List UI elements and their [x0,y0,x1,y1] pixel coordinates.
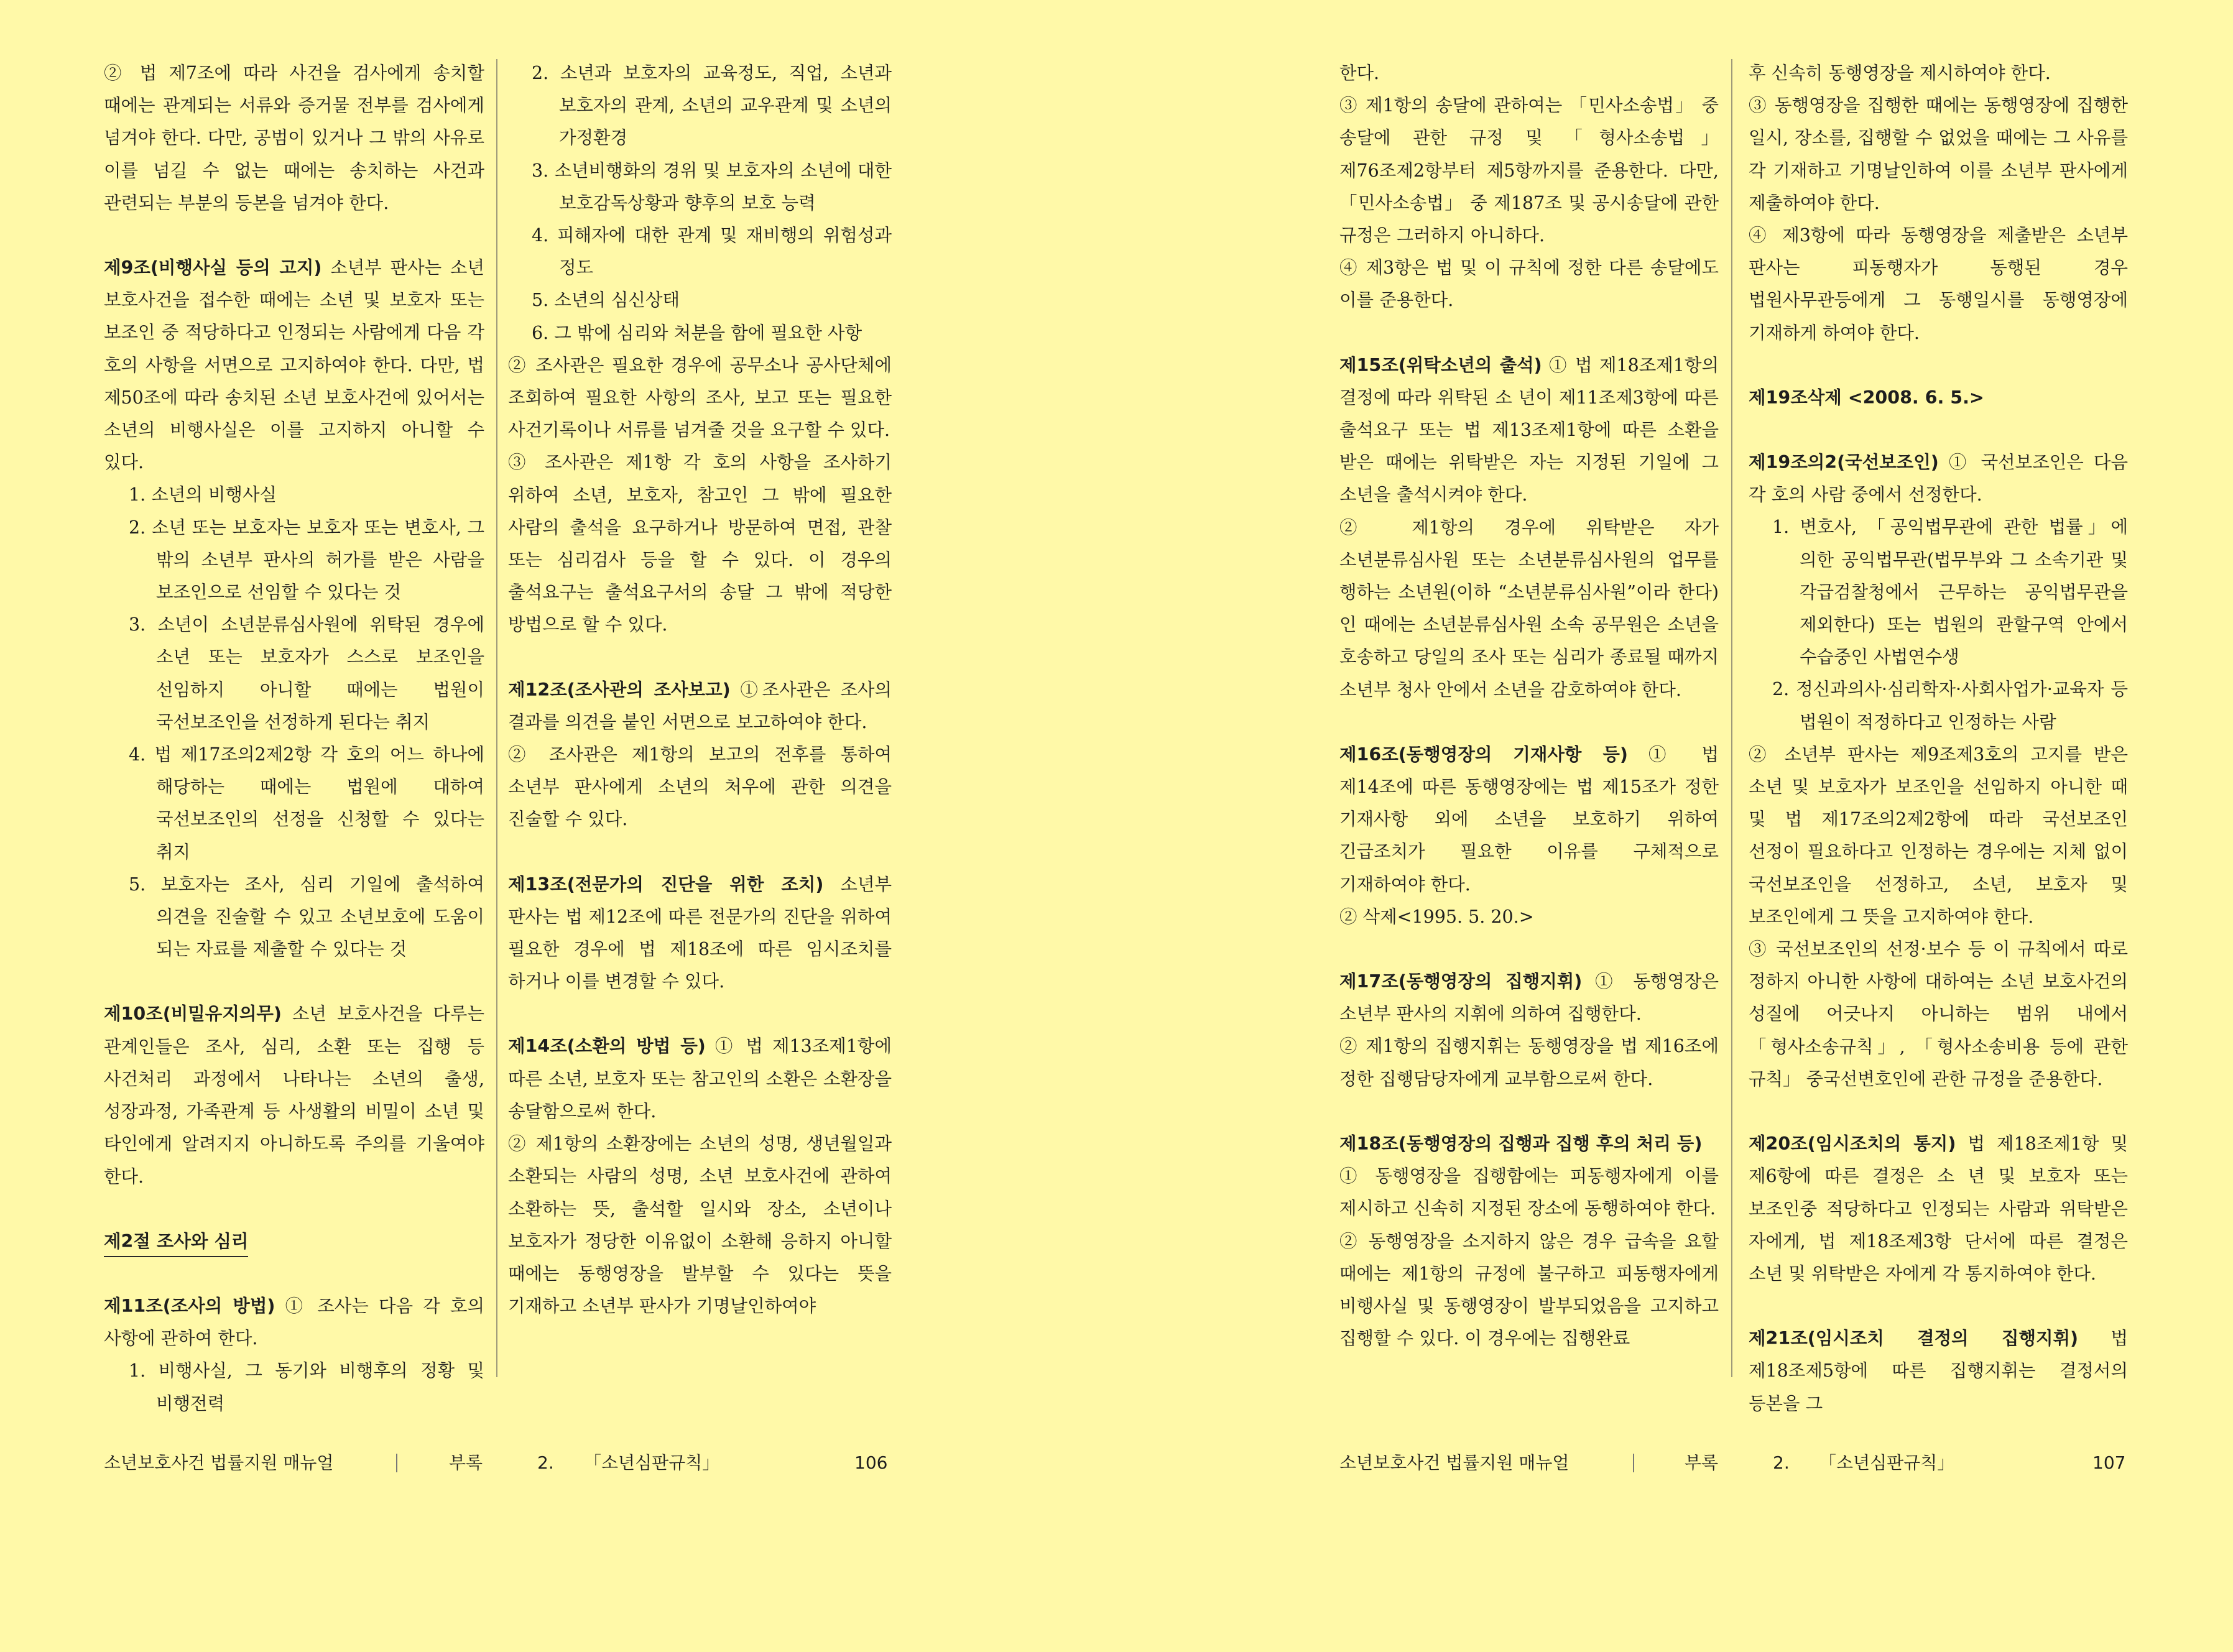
list-item: 1. 비행사실, 그 동기와 비행후의 정황 및 비행전력 [129,1360,484,1414]
paragraph-gap [1749,414,2128,446]
article-heading: 제10조(비밀유지의무) [104,1004,282,1025]
article-heading: 제11조(조사의 방법) [104,1295,275,1316]
paragraph: ④ 제3항에 따라 동행영장을 제출받은 소년부 판사는 피동행자가 동행된 경우 법원사무관등에게 그 동행일시를 동행영장에 기재하게 하여야 한다. [1749,225,2128,343]
left-column-1 [104,57,484,1414]
right-column-2 [1749,57,2128,1414]
article-heading: 제9조(비행사실 등의 고지) [104,257,322,279]
list-item: 4. 피해자에 대한 관계 및 재비행의 위험성과 정도 [532,225,892,279]
paragraph-gap [508,836,892,869]
article-paragraph [1339,349,1719,512]
article-heading: 제15조(위탁소년의 출석) [1339,354,1542,376]
article-heading: 제14조(소환의 방법 등) [508,1036,706,1057]
footer-divider [396,1454,397,1472]
paragraph: ② 제1항의 소환장에는 소년의 성명, 생년월일과 소환되는 사람의 성명, 소년 보호사건에 관하여 소환하는 뜻, 출석할 일시와 장소, 소년이나 보호자가 정당한 이유없이 소환해 응하지 아니할 때에는 동행영장을 발부할 수 있다는 뜻을 기재하고 소년부 판사가 기명날인하여야 [508,1133,892,1317]
article-text: ①조사관은 조사의 결과를 의견을 붙인 서면으로 보고하여야 한다. [508,679,892,732]
paragraph: ② 법 제7조에 따라 사건을 검사에게 송치할 때에는 관계되는 서류와 증거물 전부를 검사에게 넘겨야 한다. 다만, 공범이 있거나 그 밖의 사유로 이를 넘길 수 없는 때에는 송치하는 사건과 관련되는 부분의 등본을 넘겨야 한다. [104,63,484,213]
article-text: ① 법 제18조제1항의 결정에 따라 위탁된 소 년이 제11조제3항에 따른 출석요구 또는 법 제13조제1항에 따른 소환을 받은 때에는 위탁받은 자는 지정된 기일에 그 소년을 출석시켜야 한다. [1339,354,1719,505]
article-paragraph [104,1290,484,1355]
list-item: 2. 소년과 보호자의 교육정도, 직업, 소년과 보호자의 관계, 소년의 교우관계 및 소년의 가정환경 [532,63,892,149]
footer-section-number: 2. [1773,1452,1790,1473]
paragraph-gap [1339,1096,1719,1128]
paragraph-gap [1339,317,1719,349]
list-item: 2. 소년 또는 보호자는 보호자 또는 변호사, 그 밖의 소년부 판사의 허가를 받은 사람을 보조인으로 선임할 수 있다는 것 [129,517,484,603]
article-text: 법 제18조제1항 및 제6항에 따른 결정은 소 년 및 보호자 또는 보조인중 적당하다고 인정되는 사람과 위탁받은 자에게, 법 제18조제3항 단서에 따른 결정은 소년 및 위탁받은 자에게 각 통지하여야 한다. [1749,1133,2128,1284]
article-paragraph [1749,1322,2128,1420]
list-item: 6. 그 밖에 심리와 처분을 함에 필요한 사항 [532,322,862,343]
article-heading: 제16조(동행영장의 기재사항 등) [1339,744,1628,765]
list-item: 2. 정신과의사·심리학자·사회사업가·교육자 등 법원이 적정하다고 인정하는 사람 [1772,679,2128,732]
left-page [0,0,1116,1652]
paragraph: ③ 조사관은 제1항 각 호의 사항을 조사하기 위하여 소년, 보호자, 참고인 그 밖에 필요한 사람의 출석을 요구하거나 방문하여 면접, 관찰 또는 심리검사 등을 할 수 있다. 이 경우의 출석요구는 출석요구서의 송달 그 밖에 적당한 방법으로 할 수 있다. [508,452,892,635]
article-paragraph [508,869,892,999]
paragraph-gap [104,1258,484,1290]
article-paragraph [508,674,892,739]
paragraph: 한다. [1339,63,1380,83]
column-divider [496,59,497,1377]
paragraph: ① 동행영장을 집행함에는 피동행자에게 이를 제시하고 신속히 지정된 장소에 동행하여야 한다. [1339,1166,1719,1219]
list-item: 4. 법 제17조의2제2항 각 호의 어느 하나에 해당하는 때에는 법원에 대하여 국선보조인의 선정을 신청할 수 있다는 취지 [129,744,484,862]
footer-rule-name: 「소년심판규칙」 [584,1452,720,1473]
footer-section-number: 2. [537,1452,554,1473]
page-number: 106 [854,1452,888,1473]
article-paragraph [1749,382,2128,414]
footer-rule-name: 「소년심판규칙」 [1819,1452,1955,1473]
paragraph: ② 조사관은 필요한 경우에 공무소나 공사단체에 조회하여 필요한 사항의 조사, 보고 또는 필요한 사건기록이나 서류를 넘겨줄 것을 요구할 수 있다. [508,354,892,441]
article-heading: 제13조(전문가의 진단을 위한 조치) [508,874,824,895]
article-paragraph [104,252,484,479]
column-divider [1731,59,1732,1377]
article-heading: 제19조의2(국선보조인) [1749,452,1939,473]
paragraph: ② 제1항의 집행지휘는 동행영장을 법 제16조에 정한 집행담당자에게 교부함으로써 한다. [1339,1036,1719,1089]
right-column-1 [1339,57,1719,1380]
article-heading: 제19조삭제 <2008. 6. 5.> [1749,387,1984,408]
paragraph-gap [1749,1290,2128,1322]
article-text: 소년 보호사건을 다루는 관계인들은 조사, 심리, 소환 또는 집행 등 사건처리 과정에서 나타나는 소년의 출생, 성장과정, 가족관계 등 사생활의 비밀이 소년 및 타인에게 알려지지 아니하도록 주의를 기울여야 한다. [104,1004,484,1187]
section-heading-row [104,1225,484,1258]
paragraph: ③ 국선보조인의 선정·보수 등 이 규칙에서 따로 정하지 아니한 사항에 대하여는 소년 보호사건의 성질에 어긋나지 아니하는 범위 내에서 「형사소송규칙」, 「형사소송비용 등에 관한 규칙」 중국선변호인에 관한 규정을 준용한다. [1749,939,2128,1089]
paragraph-gap [1339,706,1719,739]
paragraph: ② 소년부 판사는 제9조제3호의 고지를 받은 소년 및 보호자가 보조인을 선임하지 아니한 때 및 법 제17조의2제2항에 따라 국선보조인 선정이 필요하다고 인정하는 경우에는 지체 없이 국선보조인을 선정하고, 소년, 보호자 및 보조인에게 그 뜻을 고지하여야 한다. [1749,744,2128,927]
article-heading: 제12조(조사관의 조사보고) [508,679,731,700]
list-item: 3. 소년이 소년분류심사원에 위탁된 경우에 소년 또는 보호자가 스스로 보조인을 선임하지 아니할 때에는 법원이 국선보조인을 선정하게 된다는 취지 [129,614,484,732]
right-page [1117,0,2233,1652]
list-item: 3. 소년비행화의 경위 및 보호자의 소년에 대한 보호감독상황과 향후의 보호 능력 [532,160,892,213]
footer-appendix: 부록 [449,1452,483,1473]
paragraph-gap [104,219,484,252]
footer-divider [1633,1454,1634,1472]
paragraph-gap [508,642,892,674]
paragraph-gap [104,966,484,998]
paragraph: ② 동행영장을 소지하지 않은 경우 급속을 요할 때에는 제1항의 규정에 불구하고 피동행자에게 비행사실 및 동행영장이 발부되었음을 고지하고 집행할 수 있다. 이 경우에는 집행완료 [1339,1230,1719,1349]
article-paragraph [1339,966,1719,1030]
article-text: ① 법 제14조에 따른 동행영장에는 법 제15조가 정한 기재사항 외에 소년을 보호하기 위하여 긴급조치가 필요한 이유를 구체적으로 기재하여야 한다. [1339,744,1719,895]
article-text: ① 동행영장은 소년부 판사의 지휘에 의하여 집행한다. [1339,971,1719,1025]
article-paragraph [1749,446,2128,511]
paragraph-gap [1749,1096,2128,1128]
paragraph-gap [508,998,892,1030]
article-paragraph [1339,1128,1719,1160]
section-heading: 제2절 조사와 심리 [104,1227,248,1257]
article-heading: 제18조(동행영장의 집행과 집행 후의 처리 등) [1339,1133,1703,1154]
article-paragraph [1339,739,1719,901]
left-column-2 [508,57,892,1380]
list-item: 5. 보호자는 조사, 심리 기일에 출석하여 의견을 진술할 수 있고 소년보호에 도움이 되는 자료를 제출할 수 있다는 것 [129,874,484,960]
article-text: 소년부 판사는 소년 보호사건을 접수한 때에는 소년 및 보호자 또는 보조인 중 적당하다고 인정되는 사람에게 다음 각 호의 사항을 서면으로 고지하여야 한다. 다만, 법 제50조에 따라 송치된 소년 보호사건에 있어서는 소년의 비행사실은 이를 고지하지 아니할 수 있다. [104,257,484,473]
article-text: ① 법 제13조제1항에 따른 소년, 보호자 또는 참고인의 소환은 소환장을 송달함으로써 한다. [508,1036,892,1122]
paragraph-gap [1339,933,1719,966]
article-text: 법 제18조제5항에 따른 집행지휘는 결정서의 등본을 그 [1749,1328,2128,1414]
article-paragraph [508,1030,892,1128]
paragraph: ④ 제3항은 법 및 이 규칙에 정한 다른 송달에도 이를 준용한다. [1339,257,1719,311]
list-item: 5. 소년의 심신상태 [532,290,680,311]
paragraph: ③ 동행영장을 집행한 때에는 동행영장에 집행한 일시, 장소를, 집행할 수 없었을 때에는 그 사유를 각 기재하고 기명날인하여 이를 소년부 판사에게 제출하여야 한다. [1749,95,2128,213]
article-text: ① 조사는 다음 각 호의 사항에 관하여 한다. [104,1295,484,1349]
article-paragraph [104,998,484,1193]
article-heading: 제17조(동행영장의 집행지휘) [1339,971,1583,992]
article-heading: 제20조(임시조치의 통지) [1749,1133,1956,1155]
paragraph-gap [1749,349,2128,382]
article-heading: 제21조(임시조치 결정의 집행지휘) [1749,1328,2079,1349]
paragraph-gap [104,1193,484,1225]
list-item: 1. 변호사, 「공익법무관에 관한 법률」에 의한 공익법무관(법무부와 그 소속기관 및 각급검찰청에서 근무하는 공익법무관을 제외한다) 또는 법원의 관할구역 안에서 수습중인 사법연수생 [1772,517,2128,668]
paragraph: 후 신속히 동행영장을 제시하여야 한다. [1749,63,2051,83]
list-item: 1. 소년의 비행사실 [129,484,277,505]
article-paragraph [1749,1128,2128,1290]
footer-appendix: 부록 [1685,1452,1719,1473]
footer-title: 소년보호사건 법률지원 매뉴얼 [1339,1452,1570,1473]
article-text: ① 국선보조인은 다음 각 호의 사람 중에서 선정한다. [1749,452,2128,505]
paragraph: ② 삭제<1995. 5. 20.> [1339,906,1534,927]
footer-title: 소년보호사건 법률지원 매뉴얼 [104,1452,334,1473]
page-number: 107 [2092,1452,2126,1473]
article-text: 소년부 판사는 법 제12조에 따른 전문가의 진단을 위하여 필요한 경우에 법 제18조에 따른 임시조치를 하거나 이를 변경할 수 있다. [508,874,892,992]
paragraph: ③ 제1항의 송달에 관하여는 「민사소송법」 중 송달에 관한 규정 및 「형사소송법」 제76조제2항부터 제5항까지를 준용한다. 다만, 「민사소송법」 중 제187조 및 공시송달에 관한 규정은 그러하지 아니하다. [1339,95,1719,246]
paragraph: ② 조사관은 제1항의 보고의 전후를 통하여 소년부 판사에게 소년의 처우에 관한 의견을 진술할 수 있다. [508,744,892,830]
paragraph: ② 제1항의 경우에 위탁받은 자가 소년분류심사원 또는 소년분류심사원의 업무를 행하는 소년원(이하 “소년분류심사원”이라 한다)인 때에는 소년분류심사원 소속 공무원은 소년을 호송하고 당일의 조사 또는 심리가 종료될 때까지 소년부 청사 안에서 소년을 감호하여야 한다. [1339,517,1719,700]
